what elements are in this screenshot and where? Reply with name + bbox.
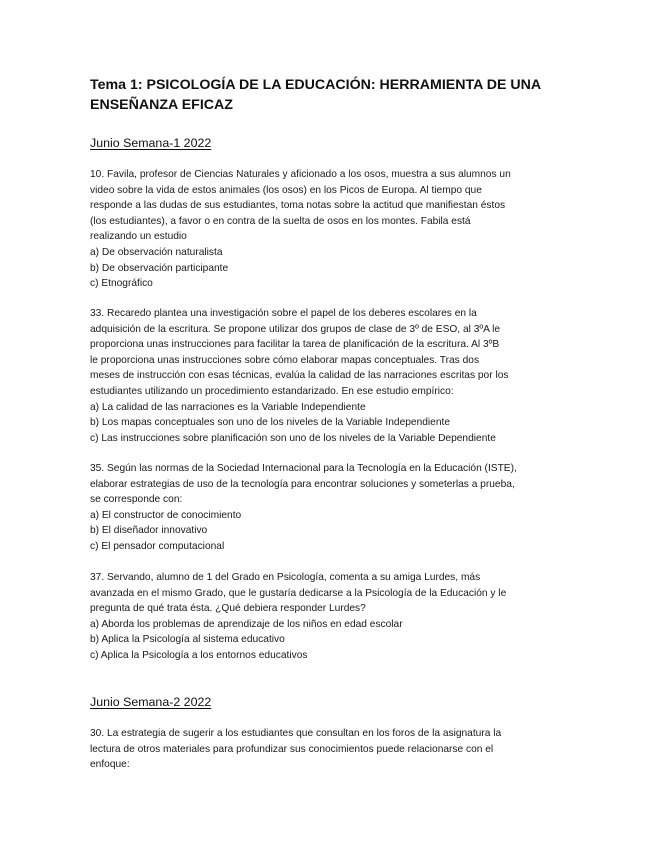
question-text-line: le proporciona unas instrucciones sobre cómo elaborar mapas conceptuales. Tras dos — [90, 354, 480, 366]
question-10 — [90, 167, 570, 292]
question-text-line: estudiantes utilizando un procedimiento estandarizado. En ese estudio empírico: — [90, 385, 454, 397]
answer-option-c: c) Etnográfico — [90, 278, 153, 290]
question-text-line: 30. La estrategia de sugerir a los estudiantes que consultan en los foros de la asignatura la — [90, 728, 502, 739]
question-text-line: meses de instrucción con esas técnicas, evalúa la calidad de las narraciones escritas por los — [90, 370, 509, 382]
question-text-line: 35. Según las normas de la Sociedad Internacional para la Tecnología en la Educación (ISTE), — [90, 463, 517, 474]
question-37 — [90, 570, 570, 664]
title-line-1: Tema 1: PSICOLOGÍA DE LA EDUCACIÓN: HERRAMIENTA DE UNA — [90, 77, 542, 93]
question-text-line: se corresponde con: — [90, 494, 183, 506]
question-35 — [90, 461, 570, 555]
answer-option-b: b) El diseñador innovativo — [90, 525, 208, 537]
question-text-line: 37. Servando, alumno de 1 del Grado en Psicología, comenta a su amiga Lurdes, más — [90, 572, 481, 583]
answer-option-a: a) Aborda los problemas de aprendizaje de los niños en edad escolar — [90, 618, 403, 630]
question-text-line: (los estudiantes), a favor o en contra de la suelta de osos en los montes. Fabila está — [90, 215, 471, 227]
document-title — [90, 75, 570, 115]
question-text-line: elaborar estrategias de uso de la tecnología para encontrar soluciones y someterlas a prueba, — [90, 478, 515, 490]
question-text-line: avanzada en el mismo Grado, que le gustaría dedicarse a la Psicología de la Educación y le — [90, 587, 507, 599]
question-text-line: adquisición de la escritura. Se propone utilizar dos grupos de clase de 3º de ESO, al 3ºA le — [90, 323, 501, 335]
answer-option-a: a) El constructor de conocimiento — [90, 509, 242, 521]
section-heading-junio-semana-2: Junio Semana-2 2022 — [90, 695, 212, 709]
question-text-line: proporciona unas instrucciones para facilitar la tarea de planificación de la escritura. Al 3ºB — [90, 339, 500, 351]
answer-option-a: a) La calidad de las narraciones es la Variable Independiente — [90, 401, 366, 413]
question-text-line: 10. Favila, profesor de Ciencias Naturales y aficionado a los osos, muestra a sus alumnos un — [90, 169, 511, 180]
question-text-line: 33. Recaredo plantea una investigación sobre el papel de los deberes escolares en la — [90, 308, 477, 319]
question-text-line: lectura de otros materiales para profundizar sus conocimientos puede relacionarse con el — [90, 743, 494, 755]
answer-option-b: b) De observación participante — [90, 262, 229, 274]
question-text-line: enfoque: — [90, 759, 130, 771]
question-33 — [90, 306, 570, 446]
question-text-line: responde a las dudas de sus estudiantes, toma notas sobre la actitud que manifiestan éstos — [90, 200, 506, 212]
question-text-line: pregunta de qué trata ésta. ¿Qué debiera responder Lurdes? — [90, 603, 366, 615]
answer-option-c: c) El pensador computacional — [90, 540, 225, 552]
answer-option-c: c) Las instrucciones sobre planificación son uno de los niveles de la Variable Dependiente — [90, 432, 496, 444]
title-line-2: ENSEÑANZA EFICAZ — [90, 97, 233, 113]
question-text-line: realizando un estudio — [90, 231, 187, 243]
answer-option-a: a) De observación naturalista — [90, 246, 223, 258]
section-heading-junio-semana-1: Junio Semana-1 2022 — [90, 136, 212, 150]
question-text-line: video sobre la vida de estos animales (los osos) en los Picos de Europa. Al tiempo que — [90, 184, 482, 196]
answer-option-b: b) Aplica la Psicología al sistema educativo — [90, 634, 285, 646]
answer-option-b: b) Los mapas conceptuales son uno de los niveles de la Variable Independiente — [90, 417, 451, 429]
question-30 — [90, 726, 570, 773]
answer-option-c: c) Aplica la Psicología a los entornos educativos — [90, 649, 308, 661]
